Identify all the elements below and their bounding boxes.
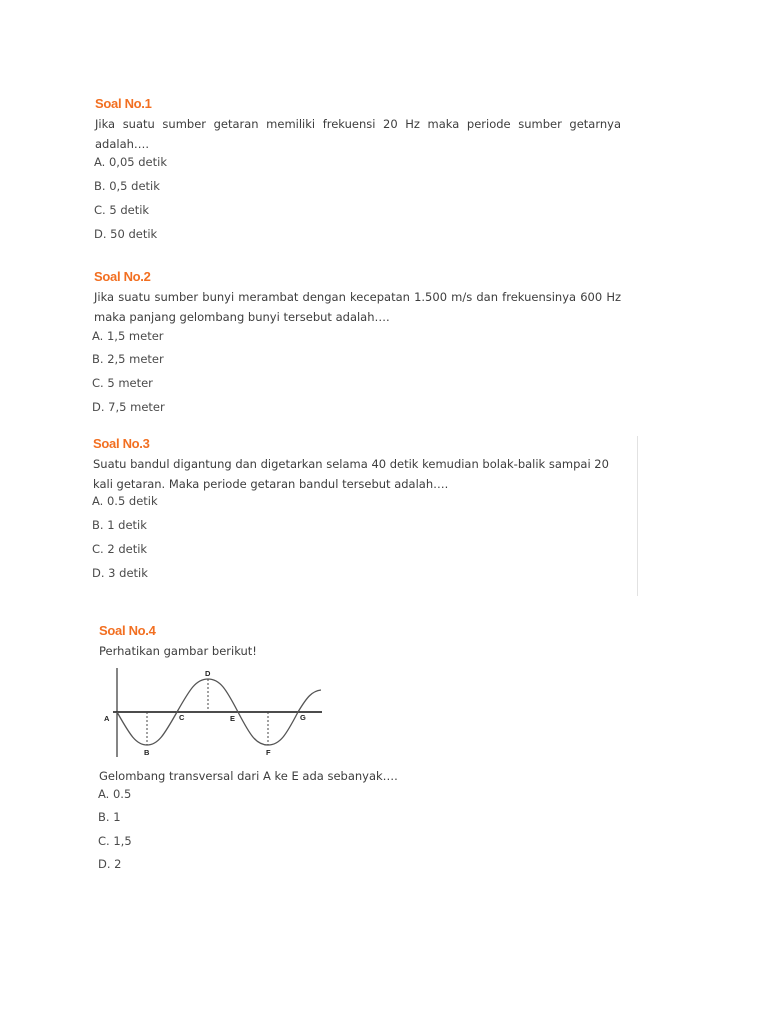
question-text: Jika suatu sumber bunyi merambat dengan kecepatan 1.500 m/s dan frekuensinya 600 Hz maka panjang gelombang bunyi tersebut adalah…. xyxy=(94,290,621,324)
divider-line xyxy=(637,436,638,596)
option-c[interactable]: C. 5 detik xyxy=(94,203,150,217)
point-label-a: A xyxy=(104,714,110,723)
option-c[interactable]: C. 5 meter xyxy=(92,376,153,390)
point-label-f: F xyxy=(266,748,271,757)
option-d[interactable]: D. 3 detik xyxy=(92,566,148,580)
point-label-c: C xyxy=(179,713,185,722)
option-b[interactable]: B. 0,5 detik xyxy=(94,179,160,193)
transverse-wave-figure xyxy=(100,665,330,763)
option-a[interactable]: A. 1,5 meter xyxy=(92,329,164,343)
option-d[interactable]: D. 50 detik xyxy=(94,227,158,241)
option-b[interactable]: B. 1 xyxy=(98,810,121,824)
point-label-d: D xyxy=(205,669,211,678)
option-c[interactable]: C. 2 detik xyxy=(92,542,148,556)
question-title: Soal No.4 xyxy=(99,623,156,638)
point-label-b: B xyxy=(144,748,150,757)
question-text: Jika suatu sumber getaran memiliki frekuensi 20 Hz maka periode sumber getarnya adalah…. xyxy=(95,117,621,151)
point-label-g: G xyxy=(300,713,306,722)
question-title: Soal No.3 xyxy=(93,436,150,451)
option-c[interactable]: C. 1,5 xyxy=(98,834,132,848)
option-d[interactable]: D. 2 xyxy=(98,857,122,871)
question-title: Soal No.2 xyxy=(94,269,151,284)
option-b[interactable]: B. 2,5 meter xyxy=(92,352,164,366)
option-a[interactable]: A. 0.5 xyxy=(98,787,132,801)
point-label-e: E xyxy=(230,714,236,723)
option-b[interactable]: B. 1 detik xyxy=(92,518,147,532)
question-text: Gelombang transversal dari A ke E ada sebanyak…. xyxy=(99,769,398,783)
question-text: Suatu bandul digantung dan digetarkan selama 40 detik kemudian bolak-balik sampai 20 kali getaran. Maka periode getaran bandul tersebut adalah…. xyxy=(93,457,609,491)
question-intro: Perhatikan gambar berikut! xyxy=(99,644,257,658)
option-a[interactable]: A. 0,05 detik xyxy=(94,155,167,169)
option-a[interactable]: A. 0.5 detik xyxy=(92,494,158,508)
question-title: Soal No.1 xyxy=(95,96,152,111)
option-d[interactable]: D. 7,5 meter xyxy=(92,400,165,414)
